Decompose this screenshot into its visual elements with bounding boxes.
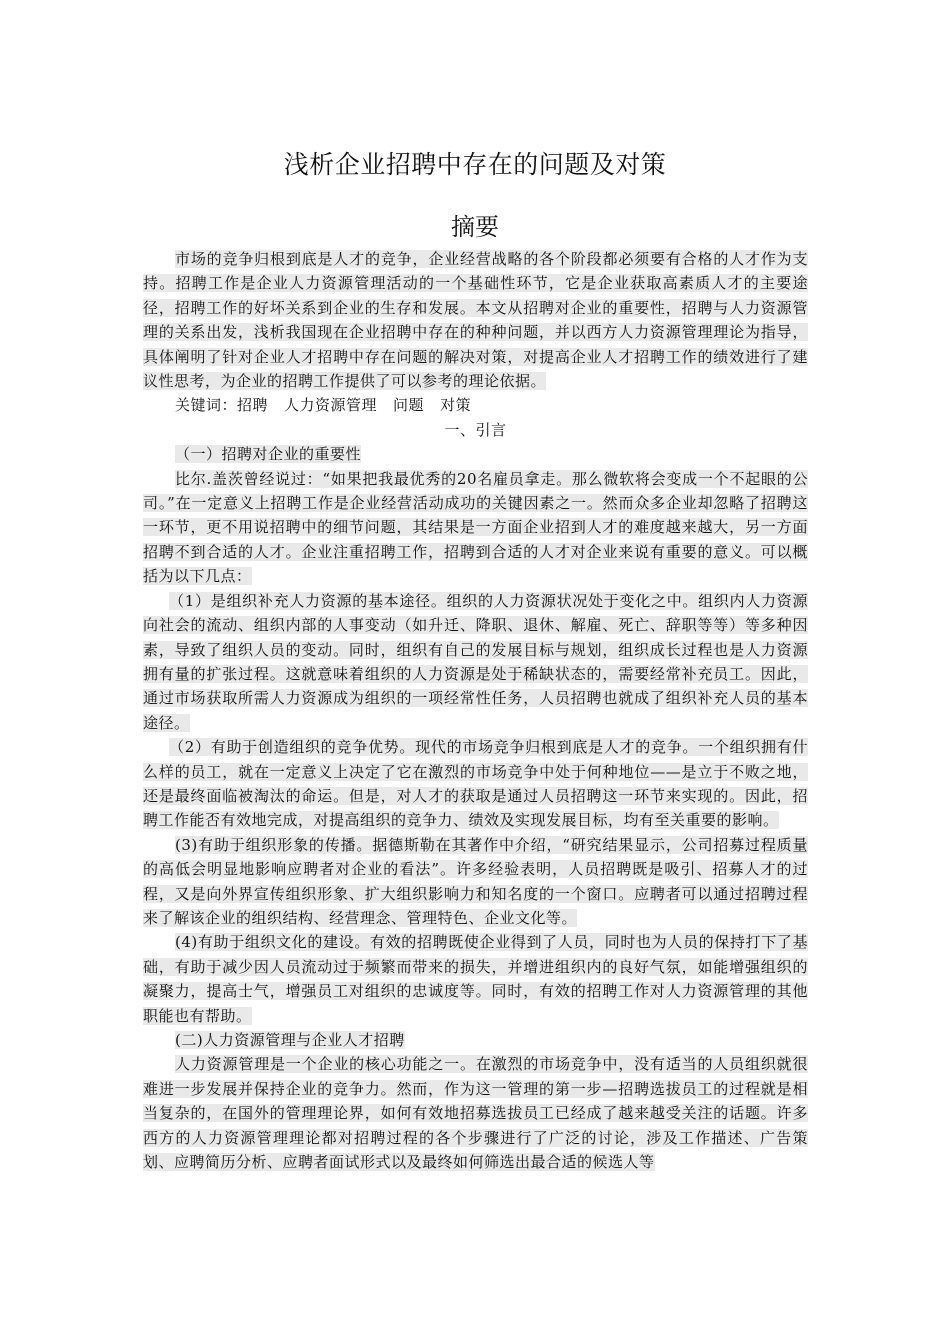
subsection-heading-text: (二)人力资源管理与企业人才招聘: [175, 1031, 405, 1049]
hrm-text: 人力资源管理是一个企业的核心功能之一。在激烈的市场竞争中，没有适当的人员组织就很难进一步发展并保持企业的竞争力。然而，作为这一管理的第一步—招聘选拔员工的过程就是相当复杂的，在国外的管理理论界，如何有效地招募选拔员工已经成了越来越受关注的话题。许多西方的人力资源管理理论都对招聘过程的各个步骤进行了广泛的讨论，涉及工作描述、广告策划、应聘简历分析、应聘者面试形式以及最终如何筛选出最合适的候选人等: [143, 1055, 808, 1172]
point-1-paragraph: [143, 589, 808, 735]
keyword: 人力资源管理: [284, 396, 378, 415]
intro-paragraph: [143, 467, 808, 589]
intro-text: 比尔.盖茨曾经说过：“如果把我最优秀的20名雇员拿走。那么微软将会变成一个不起眼的公司。”在一定意义上招聘工作是企业经营活动成功的关键因素之一。然而众多企业却忽略了招聘这一环节，更不用说招聘中的细节问题，其结果是一方面企业招到人才的难度越来越大，另一方面招聘不到合适的人才。企业注重招聘工作，招聘到合适的人才对企业来说有重要的意义。可以概括为以下几点：: [143, 469, 808, 586]
point-4-text: (4)有助于组织文化的建设。有效的招聘既使企业得到了人员，同时也为人员的保持打下了基础，有助于减少因人员流动过于频繁而带来的损失，并增进组织内的良好气氛，如能增强组织的凝聚力，提高士气，增强员工对组织的忠诚度等。同时，有效的招聘工作对人力资源管理的其他职能也有帮助。: [143, 933, 808, 1025]
subsection-heading-hrm: [143, 1028, 808, 1052]
document-title: 浅析企业招聘中存在的问题及对策: [283, 150, 667, 179]
document-body: [143, 247, 808, 1174]
keywords-line: [143, 393, 808, 417]
keyword: 对策: [440, 396, 472, 415]
point-2-text: （2）有助于创造组织的竞争优势。现代的市场竞争归根到底是人才的竞争。一个组织拥有什么样的员工，就在一定意义上决定了它在激烈的市场竞争中处于何种地位——是立于不败之地，还是最终面临被淘汰的命运。但是，对人才的获取是通过人员招聘这一环节来实现的。因此，招聘工作能否有效地完成，对提高组织的竞争力、绩效及实现发展目标，均有至关重要的影响。: [143, 738, 808, 830]
subsection-heading-text: （一）招聘对企业的重要性: [175, 445, 362, 464]
point-3-paragraph: [143, 833, 808, 931]
abstract-heading: 摘要: [451, 213, 499, 241]
point-4-paragraph: [143, 930, 808, 1028]
abstract-paragraph: [143, 247, 808, 393]
section-heading-introduction: 一、引言: [444, 420, 507, 439]
point-3-text: (3)有助于组织形象的传播。据德斯勒在其著作中介绍，“研究结果显示，公司招募过程质量的高低会明显地影响应聘者对企业的看法”。许多经验表明，人员招聘既是吸引、招募人才的过程，又是向外界宣传组织形象、扩大组织影响力和知名度的一个窗口。应聘者可以通过招聘过程来了解该企业的组织结构、经营理念、管理特色、企业文化等。: [143, 835, 808, 927]
keyword: 问题: [393, 396, 425, 415]
subsection-heading-importance: [143, 442, 808, 466]
keywords-label: 关键词：: [175, 396, 238, 415]
hrm-paragraph: [143, 1052, 808, 1174]
point-2-paragraph: [143, 735, 808, 833]
keyword: 招聘: [237, 396, 269, 415]
point-1-text: （1）是组织补充人力资源的基本途径。组织的人力资源状况处于变化之中。组织内人力资源向社会的流动、组织内部的人事变动（如升迁、降职、退休、解雇、死亡、辞职等等）等多种因素，导致了组织人员的变动。同时，组织有自己的发展目标与规划，组织成长过程也是人力资源拥有量的扩张过程。这就意味着组织的人力资源是处于稀缺状态的，需要经常补充员工。因此，通过市场获取所需人力资源成为组织的一项经常性任务，人员招聘也就成了组织补充人员的基本途径。: [143, 591, 808, 732]
abstract-text: 市场的竞争归根到底是人才的竞争，企业经营战略的各个阶段都必须要有合格的人才作为支持。招聘工作是企业人力资源管理活动的一个基础性环节，它是企业获取高素质人才的主要途径，招聘工作的好坏关系到企业的生存和发展。本文从招聘对企业的重要性，招聘与人力资源管理的关系出发，浅析我国现在企业招聘中存在的种种问题，并以西方人力资源管理理论为指导，具体阐明了针对企业人才招聘中存在问题的解决对策，对提高企业人才招聘工作的绩效进行了建议性思考，为企业的招聘工作提供了可以参考的理论依据。: [143, 250, 808, 391]
